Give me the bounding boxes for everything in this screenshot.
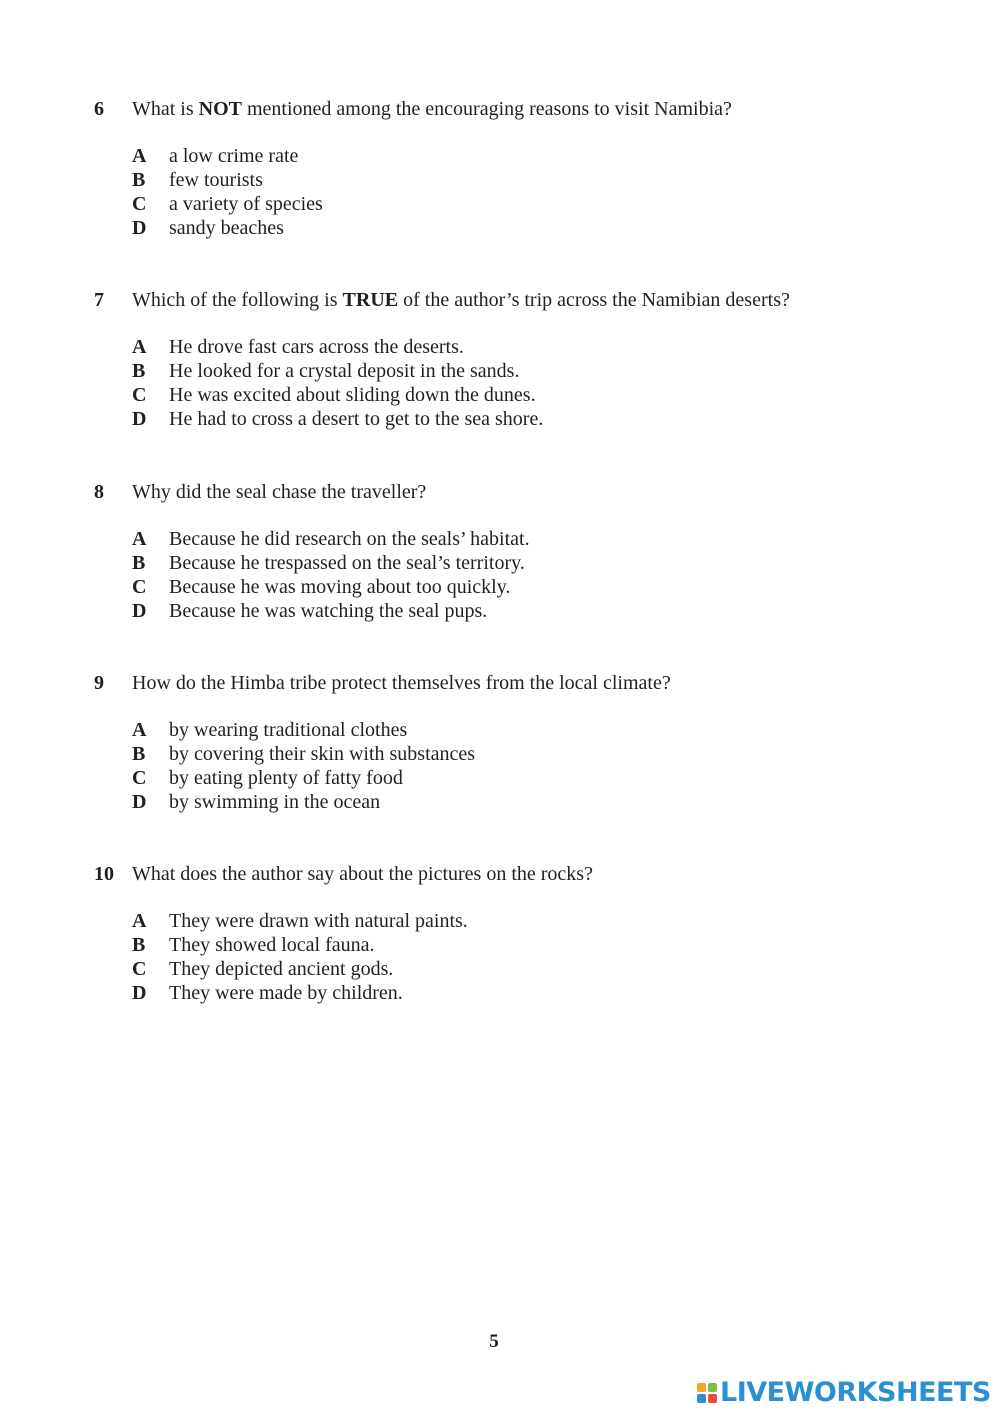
question-stem [94,480,954,504]
answer-options [94,718,954,814]
question-6 [94,97,954,240]
option-letter: D [132,408,147,430]
option-text: Because he trespassed on the seal’s territory. [169,552,525,574]
option-letter: C [132,767,147,789]
answer-options [94,335,954,431]
option-letter: D [132,791,147,813]
answer-option-d[interactable] [132,216,954,240]
answer-option-c[interactable] [132,766,954,790]
option-text: Because he was moving about too quickly. [169,576,511,598]
question-text: Why did the seal chase the traveller? [132,481,427,503]
logo-tile-i [708,1383,717,1392]
option-letter: B [132,360,146,382]
option-text: few tourists [169,169,263,191]
answer-option-a[interactable] [132,527,954,551]
answer-option-d[interactable] [132,599,954,623]
page-number: 5 [489,1331,499,1352]
option-text: He drove fast cars across the deserts. [169,336,464,358]
answer-option-a[interactable] [132,909,954,933]
option-text: He looked for a crystal deposit in the sands. [169,360,520,382]
option-text: by eating plenty of fatty food [169,767,403,789]
option-text: a low crime rate [169,145,299,167]
option-letter: B [132,934,146,956]
liveworksheets-logo-icon [697,1383,717,1403]
answer-options [94,909,954,1005]
option-text: Because he did research on the seals’ habitat. [169,528,530,550]
option-letter: D [132,217,147,239]
question-text: What does the author say about the pictures on the rocks? [132,863,593,885]
option-letter: D [132,600,147,622]
logo-tile-l [697,1383,706,1392]
answer-option-b[interactable] [132,551,954,575]
answer-option-d[interactable] [132,407,954,431]
question-number: 9 [94,672,104,694]
option-text: They showed local fauna. [169,934,375,956]
question-10 [94,862,954,1005]
option-text: They were made by children. [169,982,403,1004]
answer-option-b[interactable] [132,359,954,383]
answer-option-b[interactable] [132,742,954,766]
option-letter: A [132,145,147,167]
option-text: by swimming in the ocean [169,791,381,813]
question-number: 8 [94,481,104,503]
question-9 [94,671,954,814]
answer-option-c[interactable] [132,192,954,216]
answer-option-c[interactable] [132,383,954,407]
question-stem [94,97,954,121]
question-stem [94,671,954,695]
question-text: Which of the following is TRUE of the author’s trip across the Namibian deserts? [132,289,790,311]
question-emphasis: NOT [198,98,242,120]
answer-option-c[interactable] [132,575,954,599]
option-letter: C [132,384,147,406]
watermark-text: LIVEWORKSHEETS [720,1377,991,1408]
option-text: sandy beaches [169,217,284,239]
option-text: He had to cross a desert to get to the sea shore. [169,408,544,430]
answer-option-d[interactable] [132,790,954,814]
option-letter: B [132,552,146,574]
answer-option-a[interactable] [132,718,954,742]
answer-option-b[interactable] [132,933,954,957]
question-stem [94,288,954,312]
option-letter: C [132,193,147,215]
liveworksheets-watermark [697,1377,991,1409]
question-number: 6 [94,98,104,120]
option-letter: A [132,910,147,932]
option-letter: A [132,719,147,741]
logo-tile-v [697,1394,706,1403]
option-letter: B [132,169,146,191]
option-text: They depicted ancient gods. [169,958,394,980]
answer-option-b[interactable] [132,168,954,192]
option-text: a variety of species [169,193,323,215]
question-8 [94,480,954,623]
answer-option-a[interactable] [132,144,954,168]
question-stem [94,862,954,886]
answer-option-c[interactable] [132,957,954,981]
option-text: by wearing traditional clothes [169,719,408,741]
option-letter: C [132,958,147,980]
option-letter: A [132,336,147,358]
question-number: 10 [94,863,114,885]
question-text: How do the Himba tribe protect themselves from the local climate? [132,672,671,694]
answer-options [94,144,954,240]
option-text: They were drawn with natural paints. [169,910,468,932]
question-text: What is NOT mentioned among the encouraging reasons to visit Namibia? [132,98,732,120]
option-letter: A [132,528,147,550]
option-text: by covering their skin with substances [169,743,476,765]
question-7 [94,288,954,431]
answer-options [94,527,954,623]
answer-option-a[interactable] [132,335,954,359]
option-text: He was excited about sliding down the dunes. [169,384,536,406]
option-letter: B [132,743,146,765]
question-number: 7 [94,289,104,311]
option-letter: D [132,982,147,1004]
option-text: Because he was watching the seal pups. [169,600,488,622]
logo-tile-e [708,1394,717,1403]
option-letter: C [132,576,147,598]
question-emphasis: TRUE [342,289,399,311]
answer-option-d[interactable] [132,981,954,1005]
